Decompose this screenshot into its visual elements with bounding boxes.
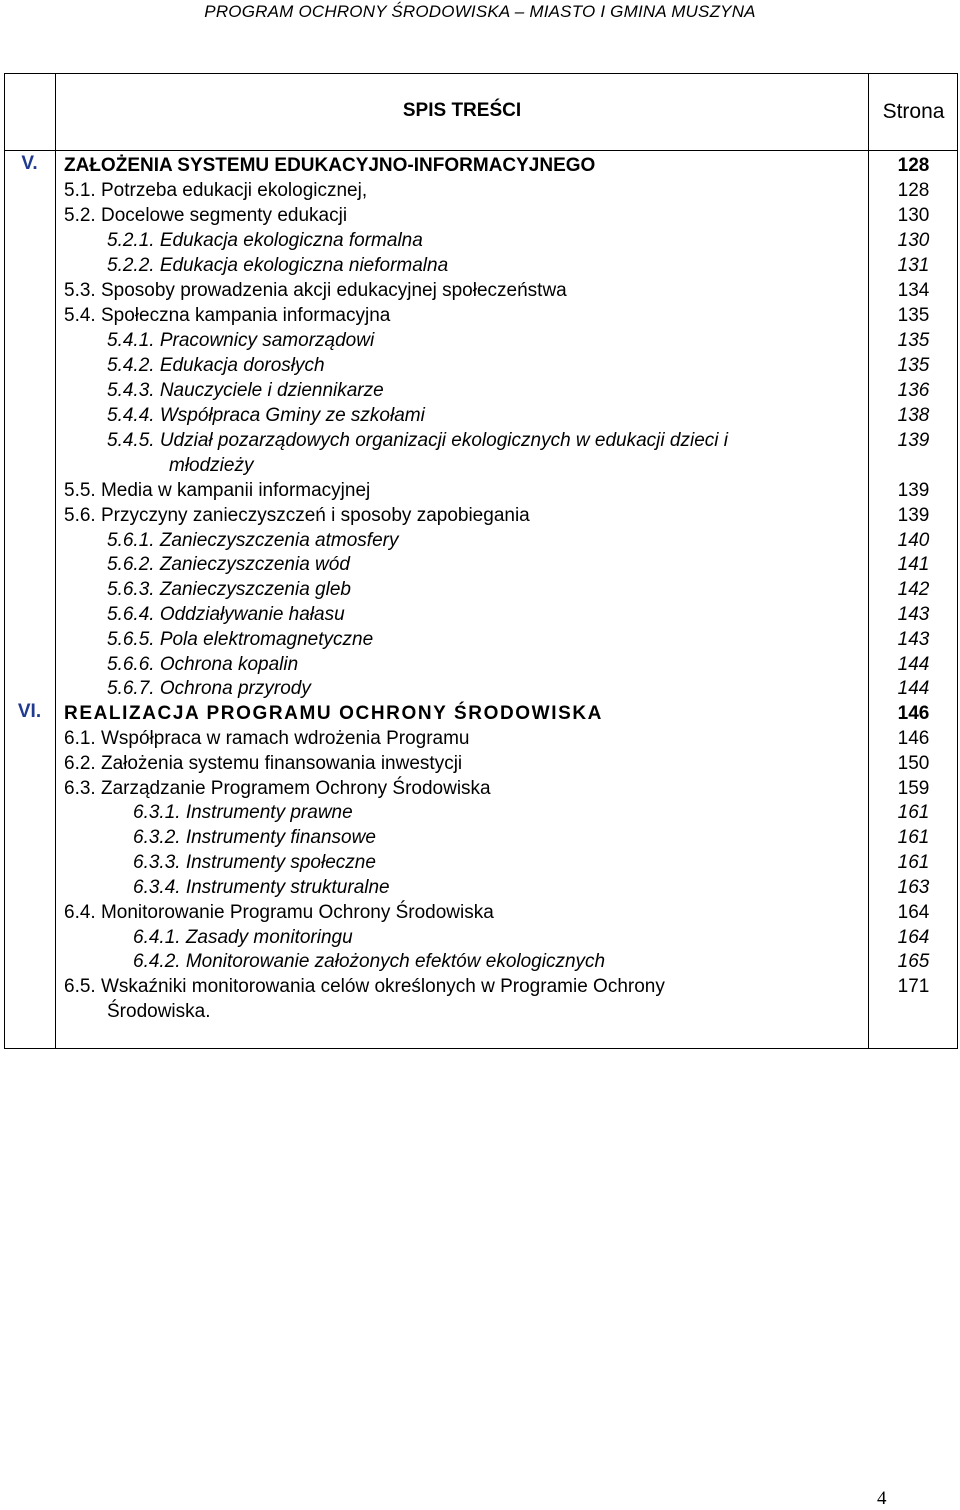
toc-entry-title: 5.1. Potrzeba edukacji ekologicznej, <box>64 180 368 201</box>
toc-entry-title: 6.2. Założenia systemu finansowania inwestycji <box>64 753 463 774</box>
toc-entry <box>0 925 960 950</box>
toc-entry <box>0 453 960 478</box>
toc-entry <box>0 726 960 751</box>
toc-entry-page: 138 <box>897 405 930 426</box>
page-number: 4 <box>877 1488 887 1509</box>
running-header: PROGRAM OCHRONY ŚRODOWISKA – MIASTO I GMINA MUSZYNA <box>204 2 756 21</box>
toc-entry-page: 146 <box>897 728 930 749</box>
toc-entry <box>0 627 960 652</box>
toc-entry-title: 5.5. Media w kampanii informacyjnej <box>64 480 371 501</box>
toc-entry <box>0 850 960 875</box>
toc-entry <box>0 378 960 403</box>
toc-entry-title: 6.4. Monitorowanie Programu Ochrony Środowiska <box>64 902 494 923</box>
toc-entry <box>0 528 960 553</box>
toc-entry-page: 136 <box>897 380 930 401</box>
toc-entry-page: 146 <box>897 703 930 724</box>
toc-entry <box>0 652 960 677</box>
toc-entry <box>0 328 960 353</box>
toc-entry <box>0 178 960 203</box>
toc-entry <box>0 602 960 627</box>
toc-entry-title: 6.3.3. Instrumenty społeczne <box>133 852 376 873</box>
page-column-heading: Strona <box>882 100 945 123</box>
toc-entry <box>0 428 960 453</box>
toc-entry-title: 5.3. Sposoby prowadzenia akcji edukacyjnej społeczeństwa <box>64 280 567 301</box>
toc-entry-page: 164 <box>897 927 930 948</box>
toc-entry-page: 131 <box>897 255 930 276</box>
toc-entry <box>0 776 960 801</box>
toc-entry-title: 5.2.2. Edukacja ekologiczna nieformalna <box>107 255 449 276</box>
toc-entry <box>0 825 960 850</box>
toc-entry-page: 130 <box>897 205 930 226</box>
toc-entry <box>0 552 960 577</box>
toc-entry-page: 144 <box>897 654 930 675</box>
toc-entry-title: 5.6.7. Ochrona przyrody <box>107 678 311 699</box>
toc-entry-page: 161 <box>897 852 930 873</box>
toc-entry-title: 5.4. Społeczna kampania informacyjna <box>64 305 391 326</box>
toc-entry <box>0 751 960 776</box>
toc-entry-title: 5.6. Przyczyny zanieczyszczeń i sposoby zapobiegania <box>64 505 530 526</box>
toc-entry-title: 6.5. Wskaźniki monitorowania celów określonych w Programie Ochrony <box>64 976 665 997</box>
toc-entry-page: 140 <box>897 530 930 551</box>
toc-entry-page: 141 <box>897 554 930 575</box>
toc-entry <box>0 875 960 900</box>
toc-entry <box>0 253 960 278</box>
toc-entry-title: 5.4.1. Pracownicy samorządowi <box>107 330 375 351</box>
toc-entry-title: 5.6.1. Zanieczyszczenia atmosfery <box>107 530 399 551</box>
toc-entry <box>0 203 960 228</box>
toc-entry <box>0 999 960 1024</box>
header-row-divider <box>4 150 958 151</box>
toc-entry <box>0 701 960 726</box>
toc-entry-title: 6.4.1. Zasady monitoringu <box>133 927 353 948</box>
toc-entry-title: 5.6.4. Oddziaływanie hałasu <box>107 604 345 625</box>
toc-entry-page: 139 <box>897 430 930 451</box>
toc-entry-title: 5.2.1. Edukacja ekologiczna formalna <box>107 230 423 251</box>
toc-entry-title: 6.3.2. Instrumenty finansowe <box>133 827 376 848</box>
toc-entry-title: 5.6.6. Ochrona kopalin <box>107 654 299 675</box>
toc-entry-title: 5.6.5. Pola elektromagnetyczne <box>107 629 374 650</box>
toc-entry-page: 171 <box>897 976 930 997</box>
toc-entry <box>0 900 960 925</box>
toc-entry-title: ZAŁOŻENIA SYSTEMU EDUKACYJNO-INFORMACYJNEGO <box>64 155 596 176</box>
toc-entry <box>0 153 960 178</box>
toc-entry-page: 161 <box>897 827 930 848</box>
toc-heading: SPIS TREŚCI <box>402 100 522 121</box>
section-number: VI. <box>17 701 42 722</box>
toc-entry <box>0 303 960 328</box>
toc-entry-title: REALIZACJA PROGRAMU OCHRONY ŚRODOWISKA <box>64 703 603 724</box>
toc-entry-page: 139 <box>897 480 930 501</box>
toc-entry-title: 5.4.5. Udział pozarządowych organizacji ekologicznych w edukacji dzieci i <box>107 430 728 451</box>
toc-entry-title: 6.4.2. Monitorowanie założonych efektów ekologicznych <box>133 951 606 972</box>
toc-entry-title: 5.4.3. Nauczyciele i dziennikarze <box>107 380 384 401</box>
toc-entry <box>0 478 960 503</box>
toc-entry-page: 150 <box>897 753 930 774</box>
toc-entry-title: 5.2. Docelowe segmenty edukacji <box>64 205 348 226</box>
toc-entry <box>0 800 960 825</box>
toc-entry-title: 5.6.3. Zanieczyszczenia gleb <box>107 579 351 600</box>
toc-entry <box>0 949 960 974</box>
toc-entry <box>0 353 960 378</box>
toc-entry-page: 128 <box>897 180 930 201</box>
toc-entry <box>0 278 960 303</box>
toc-entry-title: młodzieży <box>169 455 254 476</box>
toc-entry-page: 161 <box>897 802 930 823</box>
toc-entry-page: 134 <box>897 280 930 301</box>
toc-entry-page: 164 <box>897 902 930 923</box>
toc-entry <box>0 676 960 701</box>
toc-entry <box>0 974 960 999</box>
toc-entry <box>0 228 960 253</box>
toc-entry-page: 139 <box>897 505 930 526</box>
toc-entry-title: 5.4.2. Edukacja dorosłych <box>107 355 325 376</box>
toc-entry-title: 5.6.2. Zanieczyszczenia wód <box>107 554 350 575</box>
toc-entry-title: Środowiska. <box>107 1001 211 1022</box>
toc-entry-page: 159 <box>897 778 930 799</box>
toc-entry <box>0 577 960 602</box>
toc-entry-title: 6.3.4. Instrumenty strukturalne <box>133 877 390 898</box>
toc-entry-page: 128 <box>897 155 930 176</box>
toc-entry <box>0 403 960 428</box>
toc-entry-page: 135 <box>897 355 930 376</box>
toc-entry-page: 144 <box>897 678 930 699</box>
toc-entry-title: 6.3. Zarządzanie Programem Ochrony Środowiska <box>64 778 491 799</box>
toc-entry-page: 135 <box>897 330 930 351</box>
toc-entry-title: 6.1. Współpraca w ramach wdrożenia Programu <box>64 728 470 749</box>
toc-entry-page: 135 <box>897 305 930 326</box>
section-number: V. <box>21 153 38 174</box>
toc-entry-page: 143 <box>897 604 930 625</box>
toc-entry-page: 163 <box>897 877 930 898</box>
toc-entry-title: 5.4.4. Współpraca Gminy ze szkołami <box>107 405 425 426</box>
toc-entry <box>0 503 960 528</box>
toc-entry-page: 165 <box>897 951 930 972</box>
toc-entry-title: 6.3.1. Instrumenty prawne <box>133 802 353 823</box>
toc-entry-page: 143 <box>897 629 930 650</box>
toc-entry-page: 130 <box>897 230 930 251</box>
toc-entry-page: 142 <box>897 579 930 600</box>
